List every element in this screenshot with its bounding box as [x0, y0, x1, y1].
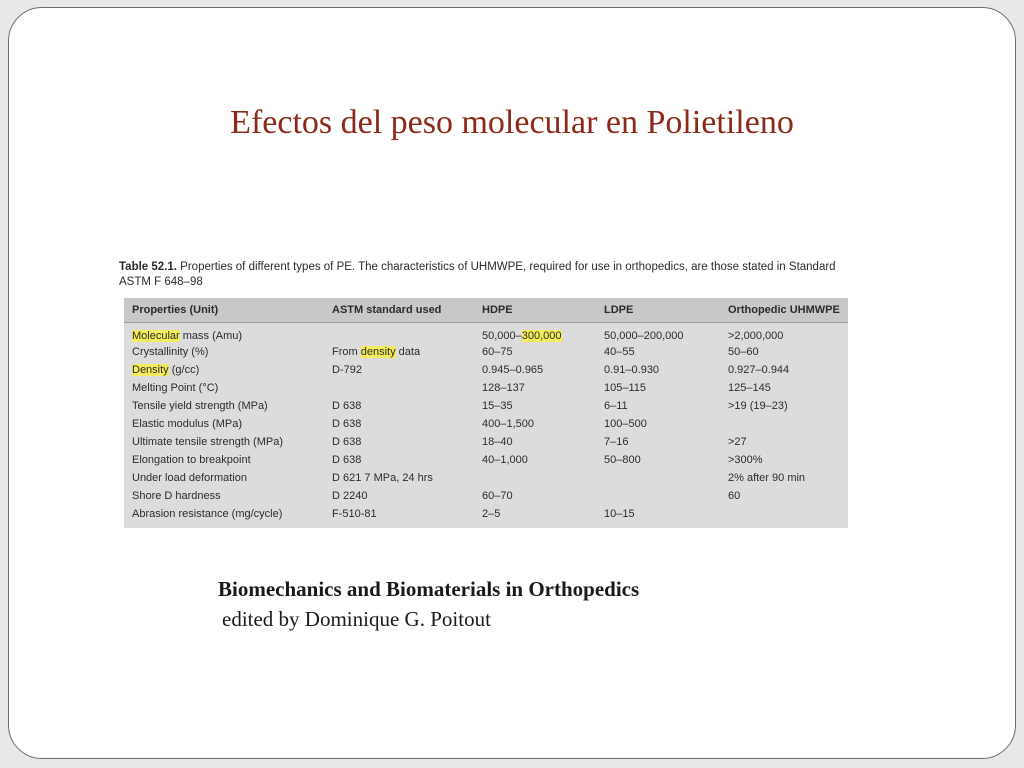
highlight-molecular: Molecular — [132, 330, 180, 342]
cell-astm: D 638 — [332, 400, 362, 412]
cell-property: Elastic modulus (MPa) — [132, 418, 243, 430]
cell-ldpe: 7–16 — [604, 436, 629, 448]
cell-ldpe: 50,000–200,000 — [604, 330, 684, 342]
cell-astm: D-792 — [332, 364, 362, 376]
header-properties: Properties (Unit) — [124, 298, 324, 323]
cell-ldpe: 0.91–0.930 — [604, 364, 660, 376]
cell-uhmwpe: >19 (19–23) — [728, 400, 788, 412]
cell-property — [124, 361, 324, 379]
cell-property: Crystallinity (%) — [132, 346, 209, 358]
cell-hdpe: 15–35 — [482, 400, 513, 412]
cell-uhmwpe: 2% after 90 min — [728, 472, 806, 484]
cell-uhmwpe: 125–145 — [728, 382, 771, 394]
table-row — [124, 379, 848, 397]
reference-editor: edited by Dominique G. Poitout — [222, 607, 491, 631]
cell-hdpe: 400–1,500 — [482, 418, 534, 430]
cell-ldpe: 100–500 — [604, 418, 647, 430]
cell-astm — [324, 343, 474, 361]
table-row — [124, 505, 848, 523]
cell-property — [124, 323, 324, 344]
table-row — [124, 451, 848, 469]
table-row — [124, 433, 848, 451]
cell-property-rest: mass (Amu) — [179, 330, 243, 342]
cell-ldpe — [596, 487, 720, 505]
cell-astm — [324, 379, 474, 397]
cell-uhmwpe: >300% — [728, 454, 763, 466]
cell-property: Elongation to breakpoint — [132, 454, 251, 466]
table-row — [124, 487, 848, 505]
cell-property: Tensile yield strength (MPa) — [132, 400, 268, 412]
cell-uhmwpe: 60 — [728, 490, 741, 502]
table-caption-label: Table 52.1. — [119, 261, 177, 273]
table-header-row — [124, 298, 848, 323]
table-row — [124, 361, 848, 379]
table-caption-text: Properties of different types of PE. The characteristics of UHMWPE, required for use in orthopedics, are those stated in Standard ASTM F 648–98 — [119, 261, 836, 288]
properties-table-container — [124, 298, 848, 528]
cell-property-rest: (g/cc) — [168, 364, 200, 376]
reference-title: Biomechanics and Biomaterials in Orthopedics — [218, 577, 640, 601]
header-hdpe: HDPE — [474, 298, 596, 323]
cell-hdpe — [474, 469, 596, 487]
cell-uhmwpe — [720, 415, 848, 433]
table-row — [124, 343, 848, 361]
cell-ldpe: 10–15 — [604, 508, 635, 520]
cell-uhmwpe: >2,000,000 — [728, 330, 784, 342]
table-row — [124, 415, 848, 433]
slide-title: Efectos del peso molecular en Polietileno — [230, 104, 794, 141]
cell-astm: F-510-81 — [332, 508, 377, 520]
properties-table — [124, 298, 848, 523]
cell-astm: D 638 — [332, 418, 362, 430]
table-caption — [119, 260, 847, 290]
cell-astm-post: data — [395, 346, 421, 358]
cell-hdpe — [474, 323, 596, 344]
cell-uhmwpe: 50–60 — [728, 346, 759, 358]
highlight-300000: 300,000 — [521, 330, 562, 342]
cell-ldpe: 50–800 — [604, 454, 641, 466]
table-row — [124, 323, 848, 344]
cell-ldpe: 6–11 — [604, 400, 628, 412]
cell-astm: D 2240 — [332, 490, 368, 502]
header-ldpe: LDPE — [596, 298, 720, 323]
cell-hdpe: 18–40 — [482, 436, 513, 448]
cell-hdpe-pre: 50,000– — [482, 330, 522, 342]
header-astm: ASTM standard used — [324, 298, 474, 323]
cell-ldpe: 105–115 — [604, 382, 647, 394]
cell-ldpe: 40–55 — [604, 346, 635, 358]
cell-uhmwpe: 0.927–0.944 — [728, 364, 790, 376]
cell-property: Ultimate tensile strength (MPa) — [132, 436, 283, 448]
cell-astm: D 638 — [332, 436, 362, 448]
cell-uhmwpe — [720, 505, 848, 523]
highlight-density: Density — [132, 364, 169, 376]
cell-hdpe: 60–70 — [482, 490, 513, 502]
cell-property: Under load deformation — [132, 472, 247, 484]
cell-hdpe: 60–75 — [482, 346, 513, 358]
cell-hdpe: 40–1,000 — [482, 454, 528, 466]
cell-astm: D 638 — [332, 454, 362, 466]
cell-astm: D 621 7 MPa, 24 hrs — [332, 472, 433, 484]
cell-uhmwpe: >27 — [728, 436, 747, 448]
table-row — [124, 397, 848, 415]
cell-hdpe: 128–137 — [482, 382, 525, 394]
cell-hdpe: 2–5 — [482, 508, 501, 520]
highlight-density-word: density — [360, 346, 396, 358]
cell-property: Abrasion resistance (mg/cycle) — [132, 508, 283, 520]
cell-ldpe — [596, 469, 720, 487]
table-row — [124, 469, 848, 487]
header-uhmwpe: Orthopedic UHMWPE — [720, 298, 848, 323]
cell-property: Melting Point (°C) — [132, 382, 219, 394]
cell-hdpe: 0.945–0.965 — [482, 364, 544, 376]
cell-astm — [324, 323, 474, 344]
cell-property: Shore D hardness — [132, 490, 221, 502]
cell-astm-pre: From — [332, 346, 361, 358]
